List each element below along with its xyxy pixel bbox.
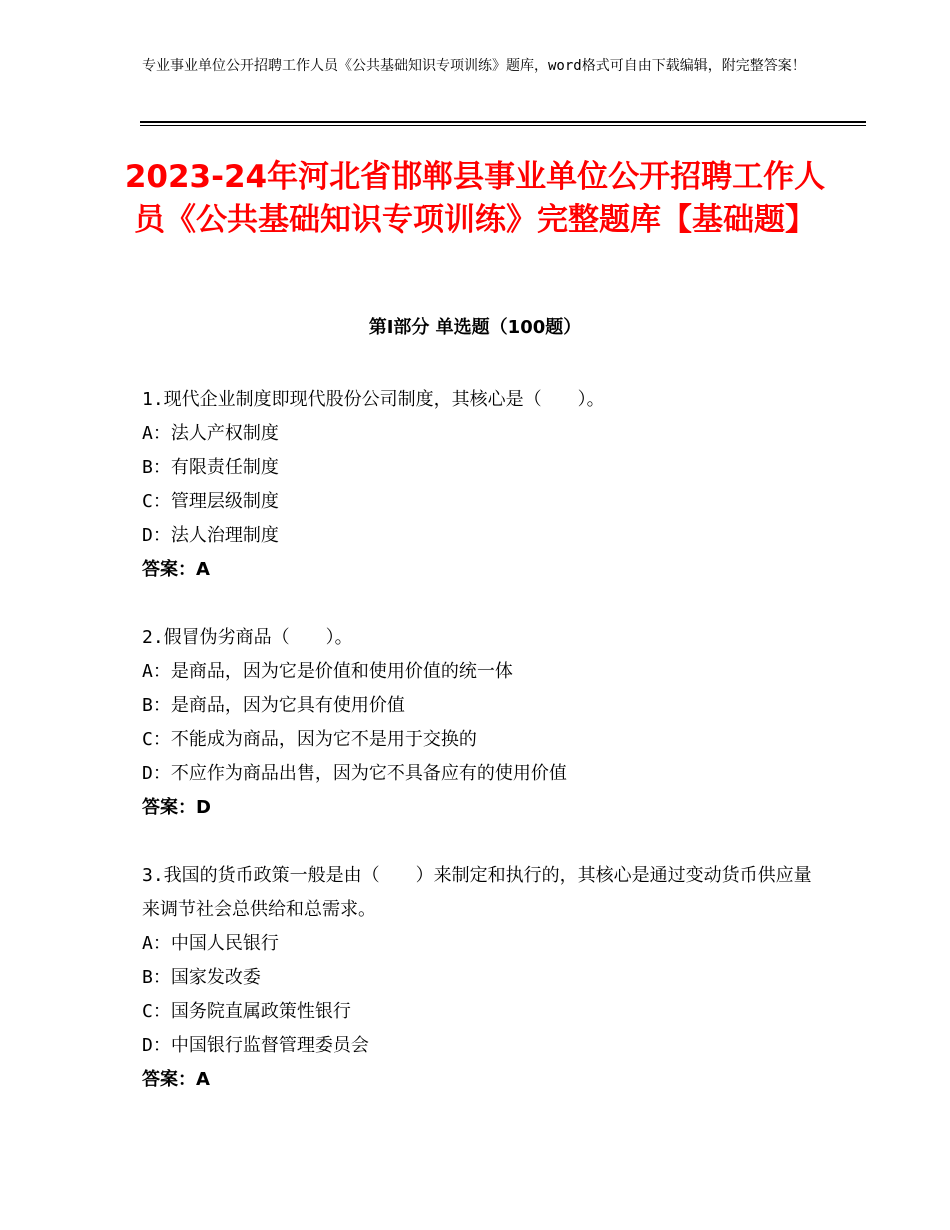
question-list bbox=[142, 383, 812, 1131]
answer: 答案：D bbox=[142, 797, 211, 818]
option-b: B：国家发改委 bbox=[142, 967, 261, 988]
option-d: D：中国银行监督管理委员会 bbox=[142, 1035, 369, 1056]
option-d: D：法人治理制度 bbox=[142, 525, 279, 546]
section-heading: 第Ⅰ部分 单选题（100题） bbox=[368, 317, 582, 338]
option-c: C：不能成为商品，因为它不是用于交换的 bbox=[142, 729, 477, 750]
option-a: A：是商品，因为它是价值和使用价值的统一体 bbox=[142, 661, 513, 682]
question-block bbox=[142, 859, 812, 1097]
option-b: B：有限责任制度 bbox=[142, 457, 279, 478]
header-rule-thin bbox=[140, 125, 866, 126]
option-a: A：中国人民银行 bbox=[142, 933, 279, 954]
option-c: C：管理层级制度 bbox=[142, 491, 279, 512]
question-block bbox=[142, 383, 812, 587]
option-d: D：不应作为商品出售，因为它不具备应有的使用价值 bbox=[142, 763, 567, 784]
question-text: 2.假冒伪劣商品（ ）。 bbox=[142, 627, 353, 648]
option-c: C：国务院直属政策性银行 bbox=[142, 1001, 351, 1022]
question-text: 1.现代企业制度即现代股份公司制度，其核心是（ ）。 bbox=[142, 389, 605, 410]
header-rule-thick bbox=[140, 121, 866, 123]
question-block bbox=[142, 621, 812, 825]
option-a: A：法人产权制度 bbox=[142, 423, 279, 444]
option-b: B：是商品，因为它具有使用价值 bbox=[142, 695, 405, 716]
document-title: 2023-24年河北省邯郸县事业单位公开招聘工作人员《公共基础知识专项训练》完整题库【基础题】 bbox=[124, 159, 826, 238]
question-text: 3.我国的货币政策一般是由（ ）来制定和执行的，其核心是通过变动货币供应量来调节社会总供给和总需求。 bbox=[142, 865, 812, 920]
header-note: 专业事业单位公开招聘工作人员《公共基础知识专项训练》题库，word格式可自由下载编辑，附完整答案！ bbox=[142, 58, 806, 74]
answer: 答案：A bbox=[142, 559, 210, 580]
answer: 答案：A bbox=[142, 1069, 210, 1090]
